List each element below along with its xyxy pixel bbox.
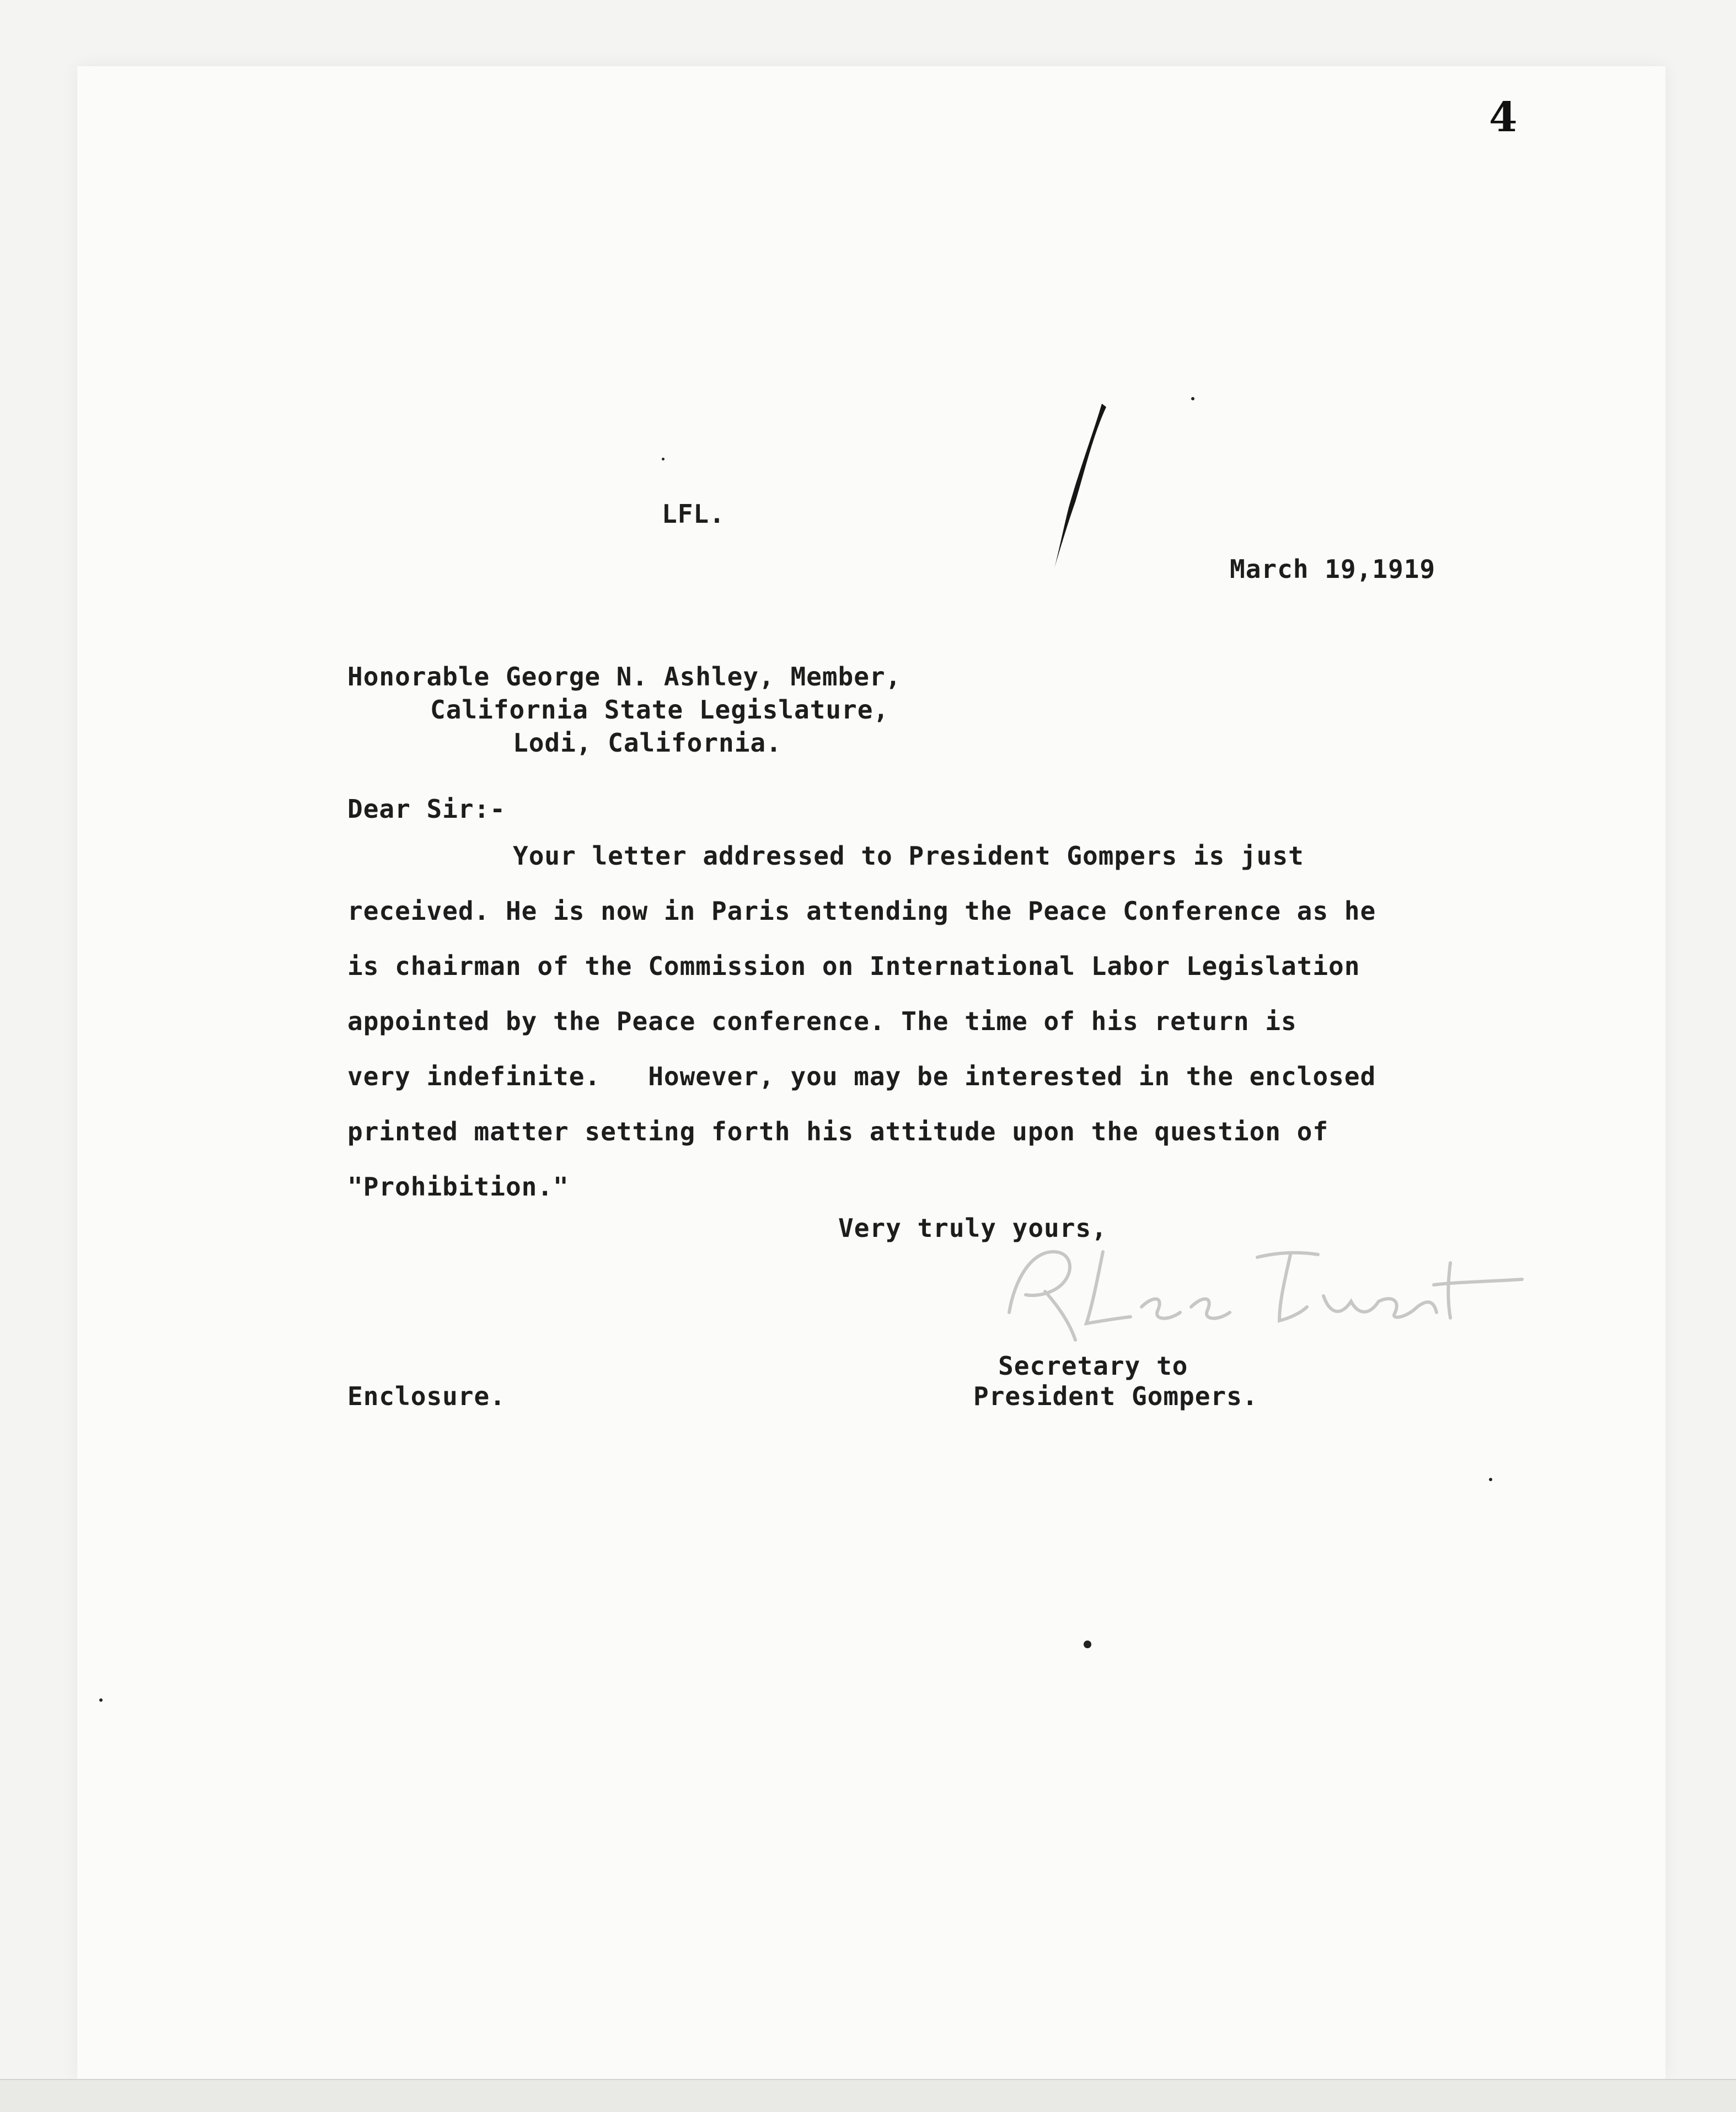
ink-speck <box>99 1698 103 1702</box>
ink-speck <box>662 458 665 460</box>
closing: Very truly yours, <box>838 1213 1107 1243</box>
body-line-5: very indefinite. However, you may be interested in the enclosed <box>347 1062 1376 1091</box>
letter-date: March 19,1919 <box>1230 554 1436 584</box>
ink-speck <box>1084 1641 1091 1648</box>
signature-title-line-1: Secretary to <box>998 1351 1188 1381</box>
pen-stroke-mark <box>1037 397 1114 573</box>
handwritten-signature <box>993 1230 1533 1351</box>
body-line-4: appointed by the Peace conference. The time of his return is <box>347 1006 1297 1036</box>
recipient-line-1: Honorable George N. Ashley, Member, <box>347 662 902 692</box>
body-line-3: is chairman of the Commission on International Labor Legislation <box>347 951 1360 981</box>
body-line-2: received. He is now in Paris attending the Peace Conference as he <box>347 896 1376 926</box>
ink-speck <box>1191 397 1194 400</box>
body-line-6: printed matter setting forth his attitude upon the question of <box>347 1117 1329 1146</box>
page-number: 4 <box>1489 94 1518 141</box>
body-line-1: Your letter addressed to President Gompers is just <box>513 841 1304 871</box>
scan-border <box>0 2079 1736 2112</box>
recipient-line-2: California State Legislature, <box>430 695 890 725</box>
body-line-7: "Prohibition." <box>347 1172 569 1202</box>
signature-title-line-2: President Gompers. <box>973 1381 1258 1411</box>
enclosure-note: Enclosure. <box>347 1381 506 1411</box>
ink-speck <box>1489 1478 1492 1481</box>
reference-initials: LFL. <box>662 499 725 529</box>
recipient-line-3: Lodi, California. <box>513 728 782 758</box>
salutation: Dear Sir:- <box>347 794 506 824</box>
